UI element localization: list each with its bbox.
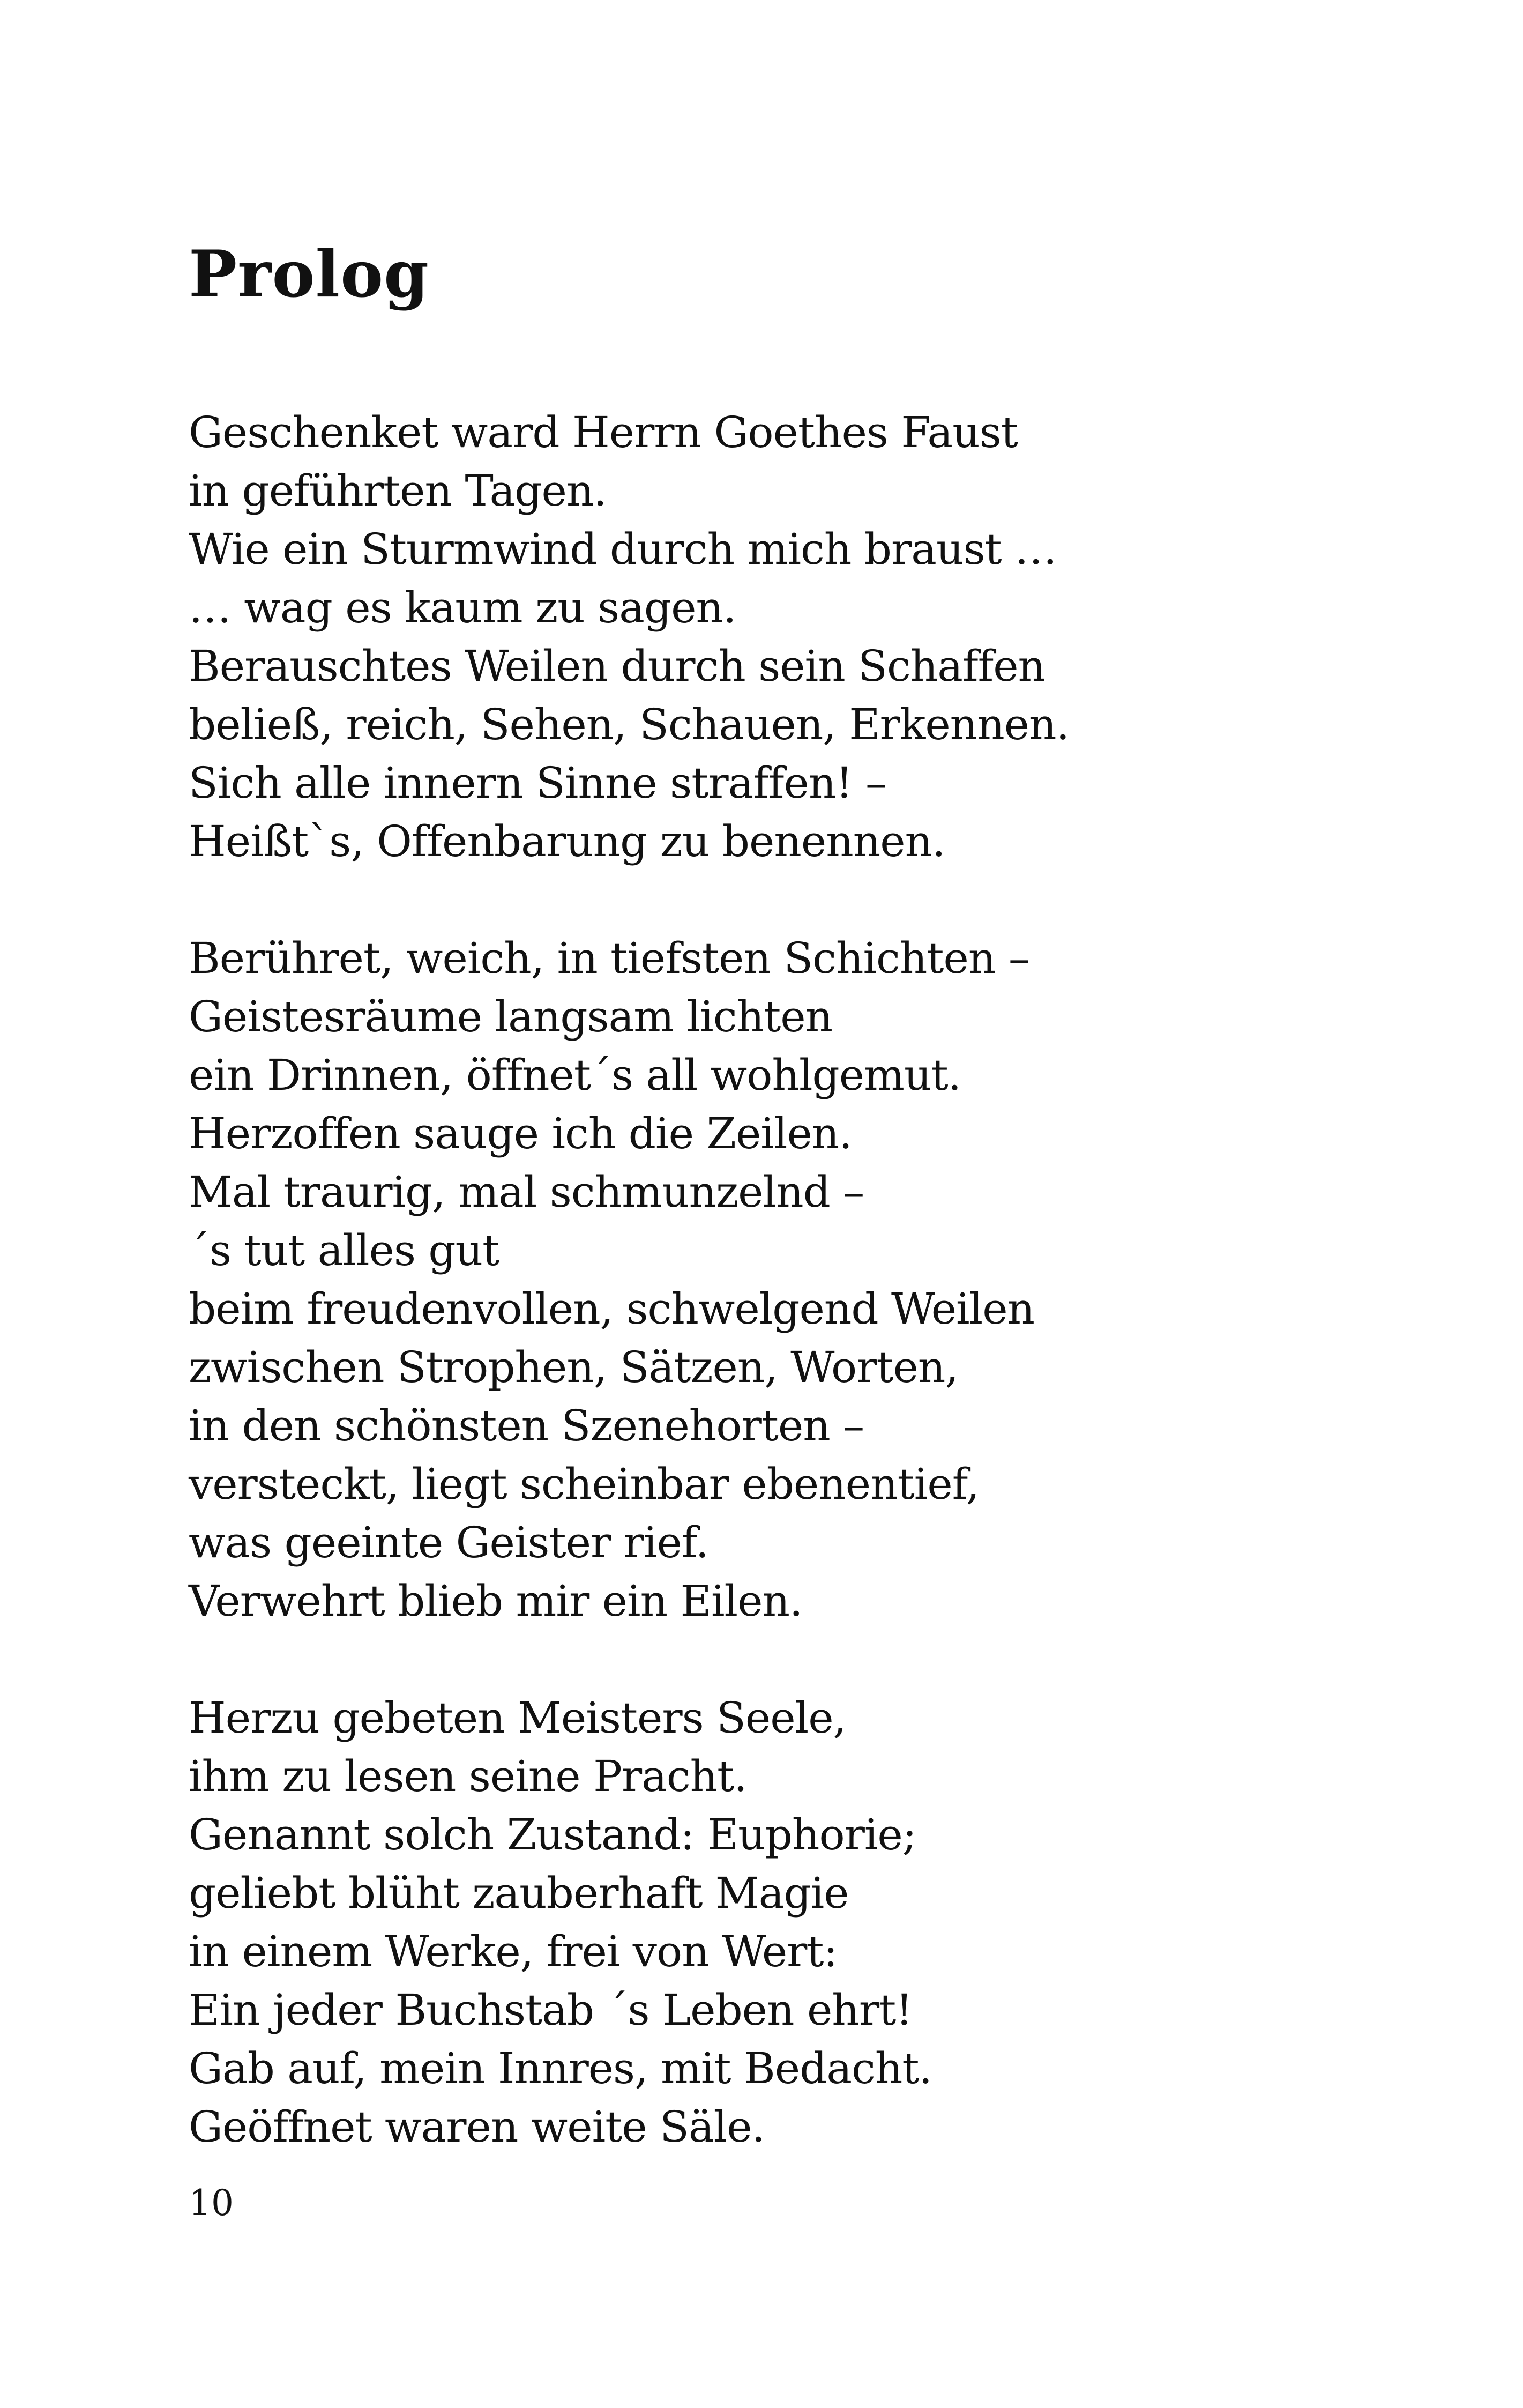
poem-line: Genannt solch Zustand: Euphorie; [189,1810,916,1860]
poem-line: in den schönsten Szenehorten – [189,1401,864,1451]
poem-line: Mal traurig, mal schmunzelnd – [189,1167,864,1217]
poem-line: … wag es kaum zu sagen. [189,583,736,633]
poem-line: Geistesräume langsam lichten [189,992,833,1042]
stanza-1 [189,403,1368,871]
poem-body [189,403,1368,2156]
poem-line: Geschenket ward Herrn Goethes Faust [189,407,1018,457]
poem-line: geliebt blüht zauberhaft Magie [189,1868,849,1918]
poem-line: ´s tut alles gut [189,1225,499,1275]
poem-line: in einem Werke, frei von Wert: [189,1927,838,1976]
poem-line: versteckt, liegt scheinbar ebenentief, [189,1459,979,1509]
poem-line: Sich alle innern Sinne straffen! – [189,758,886,808]
stanza-2 [189,929,1368,1630]
poem-line: beließ, reich, Sehen, Schauen, Erkennen. [189,700,1070,749]
page-title: Prolog [189,236,430,312]
poem-line: in geführten Tagen. [189,466,607,516]
poem-line: Geöffnet waren weite Säle. [189,2102,765,2152]
poem-line: Verwehrt blieb mir ein Eilen. [189,1576,803,1626]
poem-line: Berauschtes Weilen durch sein Schaffen [189,641,1046,691]
poem-line: beim freudenvollen, schwelgend Weilen [189,1284,1035,1334]
page-number: 10 [189,2182,234,2224]
poem-line: Wie ein Sturmwind durch mich braust … [189,524,1057,574]
stanza-separator [189,1630,1368,1689]
stanza-3 [189,1689,1368,2156]
poem-line: Heißt`s, Offenbarung zu benennen. [189,816,945,866]
poem-line: Herzoffen sauge ich die Zeilen. [189,1109,852,1158]
poem-line: zwischen Strophen, Sätzen, Worten, [189,1342,958,1392]
poem-line: Herzu gebeten Meisters Seele, [189,1693,846,1743]
poem-line: Gab auf, mein Innres, mit Bedacht. [189,2043,932,2093]
poem-line: ein Drinnen, öffnet´s all wohlgemut. [189,1050,961,1100]
poem-line: ihm zu lesen seine Pracht. [189,1751,747,1801]
poem-line: Berühret, weich, in tiefsten Schichten – [189,933,1029,983]
stanza-separator [189,871,1368,929]
poem-line: was geeinte Geister rief. [189,1518,708,1567]
poem-line: Ein jeder Buchstab ´s Leben ehrt! [189,1985,913,2035]
